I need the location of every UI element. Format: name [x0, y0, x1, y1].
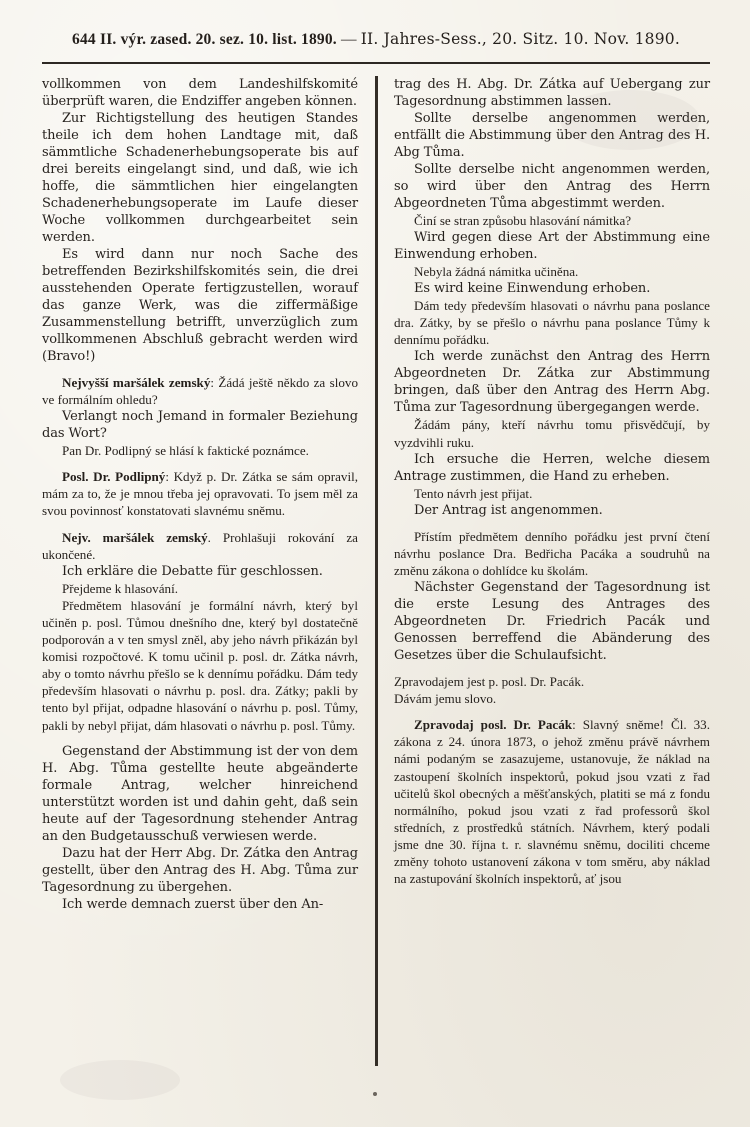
paragraph: Ich ersuche die Herren, welche diesem Antrage zustimmen, die Hand zu erheben. [394, 451, 710, 484]
speaker-name: Nejvyšší maršálek zemský [62, 375, 211, 390]
paragraph: Dám tedy především hlasovati o návrhu pana poslance dra. Zátky, by se přešlo o návrhu pana poslance Tůmy k dennímu pořádku. [394, 298, 710, 348]
paragraph: Ich erkläre die Debatte für geschlossen. [62, 563, 323, 579]
paragraph-text: : Slavný sněme! Čl. 33. zákona z 24. února 1873, o jehož změnu právě návrhem námi podaným se zasazujeme, ustanovuje, že náklad na zastoupení školních inspektorů, pokud jsou vzati z řad učitelů škol obecných a měšťanských, platiti se má z fondu normálního, pokud jsou vzati z řad professorů škol středních, z prostředků státních. Návrhem, který podali jsme dne 30. října t. r. slavnému sněmu, dociliti chceme změny tohoto ustanovení zákona v tom směru, aby náklad na zastupování školních inspektorů, ať jsou [394, 717, 710, 887]
header-separator: — [340, 31, 357, 48]
paragraph [42, 529, 358, 563]
paragraph: Es wird dann nur noch Sache des betreffenden Bezirkshilfskomités sein, die drei ausstehenden Operate fertigzustellen, worauf das ganze Werk, was die ziffermäßige Zusammenstellung betrifft, unverzüglich zum vollkommenen Abschluß gebracht werden wird (Bravo!) [42, 247, 358, 364]
header-german-session: II. Jahres-Sess., 20. Sitz. 10. Nov. 1890. [360, 30, 680, 48]
speaker-name: Nejv. maršálek zemský [62, 529, 208, 545]
paragraph-text: : Žádá ještě někdo za slovo ve formálním ohledu? [42, 375, 358, 408]
column-divider [375, 76, 378, 1066]
paragraph [42, 374, 358, 408]
paragraph: Ich werde demnach zuerst über den An- [62, 896, 324, 912]
speaker-name: Posl. Dr. Podlipný [62, 469, 166, 485]
paragraph: trag des H. Abg. Dr. Zátka auf Uebergang zur Tagesordnung abstimmen lassen. [394, 77, 710, 109]
paragraph: Zur Richtigstellung des heutigen Standes theile ich dem hohen Landtage mit, daß sämmtliche Schadenerhebungsoperate bis auf drei bereits eingelangt sind, und daß, wie ich hoffe, die sämmtlichen hier eingelangten Schadenerhebungsoperate im Laufe dieser Woche vollkommen durchgearbeitet sein werden. [42, 111, 358, 245]
paragraph: Sollte derselbe nicht angenommen werden, so wird über den Antrag des Herrn Abgeordneten Tůma abgestimmt werden. [394, 162, 710, 211]
column-container [42, 76, 710, 1076]
paragraph: Gegenstand der Abstimmung ist der von dem H. Abg. Tůma gestellte heute abgeänderte formale Antrag, welcher hinreichend unterstützt worden ist und dahin geht, daß sein heute auf der Tagesordnung stehender Antrag an den Budgetausschuß verwiesen werde. [42, 743, 358, 844]
paragraph: Sollte derselbe angenommen werden, entfällt die Abstimmung über den Antrag des H. Abg Tůma. [394, 111, 710, 160]
paragraph-text: : Když p. Dr. Zátka se sám opravil, mám za to, že je mnou třeba jej opravovati. To jsem měl za svou povinnosť konstatovati slavnému sněmu. [42, 469, 358, 519]
paragraph: Nächster Gegenstand der Tagesordnung ist die erste Lesung des Antrages des Abgeordneten Dr. Friedrich Pacák und Genossen berreffend die Abänderung des Gesetzes über die Schulaufsicht. [394, 580, 710, 664]
paragraph [394, 716, 710, 887]
page-foot-mark [373, 1092, 377, 1096]
paragraph: Předmětem hlasování je formální návrh, který byl učiněn p. posl. Tůmou dnešního dne, který byl dostatečně podporován a v ten smysl zněl, aby jeho návrh přikázán byl komisi rozpočtové. K tomu učinil p. posl. dr. Zátka návrh, aby o tomto návrhu přešlo se k dennímu pořádku. Dám tedy především hlasovati o návrhu p. posl. dra. Zátky; pakli by tento byl přijat, odpadne hlasování o návrhu p. posl. Tůmy, pakli by nebyl přijat, dám hlasovati o návrhu p. posl. Tůmy. [42, 597, 358, 733]
page-header [40, 30, 712, 49]
right-text-column [394, 76, 710, 1076]
header-czech-session: II. výr. zased. 20. sez. 10. list. 1890. [99, 31, 337, 48]
paragraph: Žádám pány, kteří návrhu tomu přisvědčují, by vyzdvihli ruku. [394, 417, 710, 450]
paragraph: Tento návrh jest přijat. [414, 485, 533, 501]
paragraph: Činí se stran způsobu hlasování námitka? [414, 213, 632, 228]
paragraph [42, 468, 358, 519]
paragraph: Přejdeme k hlasování. [62, 580, 178, 596]
paragraph: Přístím předmětem denního pořádku jest první čtení návrhu poslance Dra. Bedřicha Pacáka a soudruhů na změnu zákona o dohlídce ku školám. [394, 528, 710, 578]
paragraph: Es wird keine Einwendung erhoben. [414, 281, 651, 297]
paragraph: Dávám jemu slovo. [394, 691, 497, 707]
speaker-name: Zpravodaj posl. Dr. Pacák [414, 717, 573, 733]
paragraph: Verlangt noch Jemand in formaler Beziehung das Wort? [42, 409, 358, 442]
paragraph: Der Antrag ist angenommen. [414, 502, 603, 518]
header-rule [42, 62, 710, 64]
paragraph: Zpravodajem jest p. posl. Dr. Pacák. [394, 674, 585, 690]
paragraph: Dazu hat der Herr Abg. Dr. Zátka den Antrag gestellt, über den Antrag des H. Abg. Tůma zur Tagesordnung zu übergehen. [42, 845, 358, 895]
left-text-column [42, 76, 358, 1076]
paragraph: Pan Dr. Podlipný se hlásí k faktické poznámce. [62, 443, 309, 459]
paragraph: Wird gegen diese Art der Abstimmung eine Einwendung erhoben. [394, 230, 710, 263]
paragraph: Ich werde zunächst den Antrag des Herrn Abgeordneten Dr. Zátka zur Abstimmung bringen, daß über den Antrag des Herrn Abg. Tůma zur Tagesordnung übergegangen werde. [394, 349, 710, 416]
paragraph: vollkommen von dem Landeshilfskomité überprüft waren, die Endziffer angeben können. [42, 77, 358, 109]
paragraph: Nebyla žádná námitka učiněna. [414, 264, 579, 280]
paragraph-text: . Prohlašuji rokování za ukončené. [42, 529, 358, 562]
page-number: 644 [72, 31, 96, 48]
